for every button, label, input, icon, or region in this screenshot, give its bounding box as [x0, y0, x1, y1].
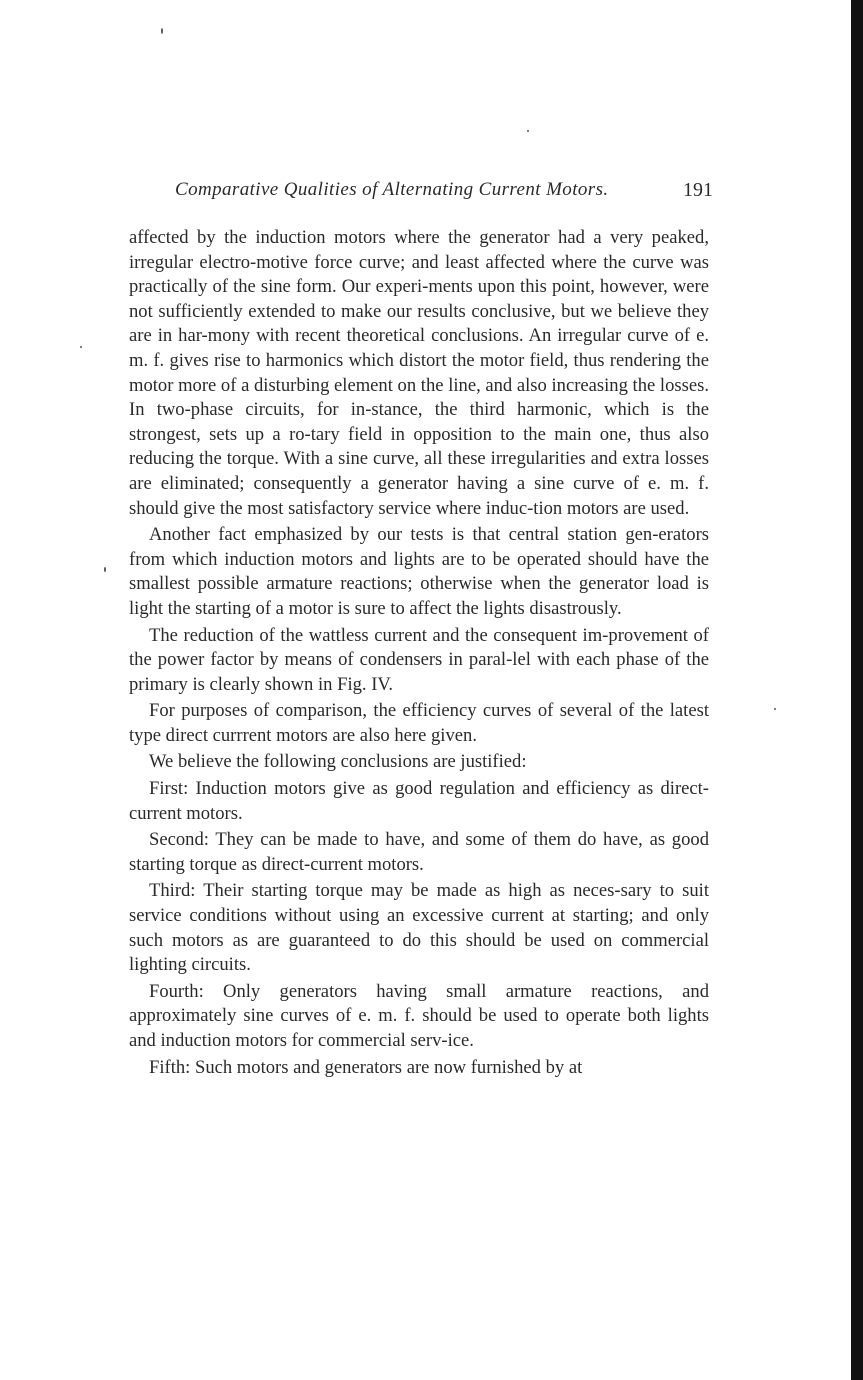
- paragraph: [129, 828, 709, 877]
- text-line: and approximately sine curves of e. m. f. should be used to: [129, 980, 709, 1027]
- paragraph: [129, 879, 709, 977]
- text-line: of e. m. f. gives rise to harmonics which distort the motor field,: [129, 325, 709, 371]
- paragraph: [129, 777, 709, 826]
- paragraph: [129, 624, 709, 698]
- text-line: e. m. f. should give the most satisfactory service where induc-: [129, 472, 710, 519]
- text-line: We believe the following conclusions are justified:: [149, 751, 527, 773]
- running-title: Comparative Qualities of Alternating Current Motors.: [175, 179, 609, 200]
- text-line: at starting; and only such motors as are guaranteed to do this: [129, 905, 709, 951]
- text-line: tary field in opposition to the main one, thus also reducing the: [129, 423, 710, 470]
- text-line: Fifth: Such motors and generators are now furnished by at: [149, 1056, 583, 1078]
- text-line: when the generator load is light the starting of a motor is sure: [129, 573, 709, 619]
- text-line: should have the smallest possible armature reactions; otherwise: [129, 548, 709, 595]
- text-line: of the latest type direct currrent motors are also here given.: [129, 700, 710, 746]
- scan-speck: [80, 346, 82, 348]
- text-line: thus rendering the motor more of a disturbing element on the: [129, 349, 709, 396]
- text-line: sary to suit service conditions without using an excessive current: [129, 880, 709, 927]
- text-line: lel with each phase of the primary is clearly shown in Fig. IV.: [129, 649, 709, 695]
- text-line: line, and also increasing the losses. In two-phase circuits, for in-: [129, 374, 709, 421]
- text-line: should be used on commercial lighting circuits.: [129, 929, 709, 976]
- text-line: peaked, irregular electro-motive force curve; and least affected: [129, 227, 709, 273]
- paragraph: [129, 226, 709, 521]
- text-line: to affect the lights disastrously.: [390, 597, 622, 619]
- text-line: provement of the power factor by means of condensers in paral-: [129, 624, 710, 671]
- text-line: operate both lights and induction motors for commercial serv-: [129, 1005, 709, 1051]
- text-line: affected by the induction motors where the generator had a very: [129, 227, 644, 248]
- scan-speck: [774, 708, 776, 710]
- body-text: [129, 226, 709, 1080]
- paragraph: [129, 523, 709, 621]
- scan-edge-bar: [851, 0, 863, 1380]
- text-line: ice.: [447, 1030, 474, 1051]
- text-line: tion motors are used.: [533, 497, 690, 519]
- page-header: [175, 176, 713, 204]
- paragraph: [129, 1056, 709, 1081]
- scan-speck: [104, 567, 106, 572]
- paragraph: [129, 699, 709, 748]
- scan-speck: [161, 28, 163, 34]
- text-line: ments upon this point, however, were not sufficiently extended: [129, 276, 709, 322]
- page-number: 191: [683, 179, 713, 201]
- paragraph: [129, 750, 709, 775]
- text-line: where the curve was practically of the sine form. Our experi-: [129, 251, 709, 298]
- text-line: to make our results conclusive, but we believe they are in har-: [129, 300, 710, 347]
- text-line: The reduction of the wattless current and the consequent im-: [149, 624, 609, 646]
- text-line: Another fact emphasized by our tests is that central station gen-: [149, 524, 659, 546]
- paragraph: [129, 980, 709, 1054]
- text-line: stance, the third harmonic, which is the strongest, sets up a ro-: [129, 399, 709, 445]
- text-line: are eliminated; consequently a generator having a sine curve of: [129, 472, 639, 494]
- text-line: as good starting torque as direct-current motors.: [129, 829, 709, 875]
- text-line: torque. With a sine curve, all these irregularities and extra losses: [226, 448, 709, 470]
- text-line: Second: They can be made to have, and some of them do have,: [149, 829, 643, 851]
- text-line: mony with recent theoretical conclusions. An irregular curve: [207, 325, 669, 347]
- text-line: as direct-current motors.: [129, 778, 709, 824]
- text-line: First: Induction motors give as good regulation and efficiency: [149, 778, 631, 800]
- text-line: Third: Their starting torque may be made as high as neces-: [149, 880, 621, 902]
- text-line: erators from which induction motors and lights are to be operated: [129, 524, 709, 570]
- text-line: Fourth: Only generators having small armature reactions,: [149, 980, 663, 1002]
- scan-speck: [527, 130, 529, 132]
- text-line: For purposes of comparison, the efficiency curves of several: [149, 700, 613, 722]
